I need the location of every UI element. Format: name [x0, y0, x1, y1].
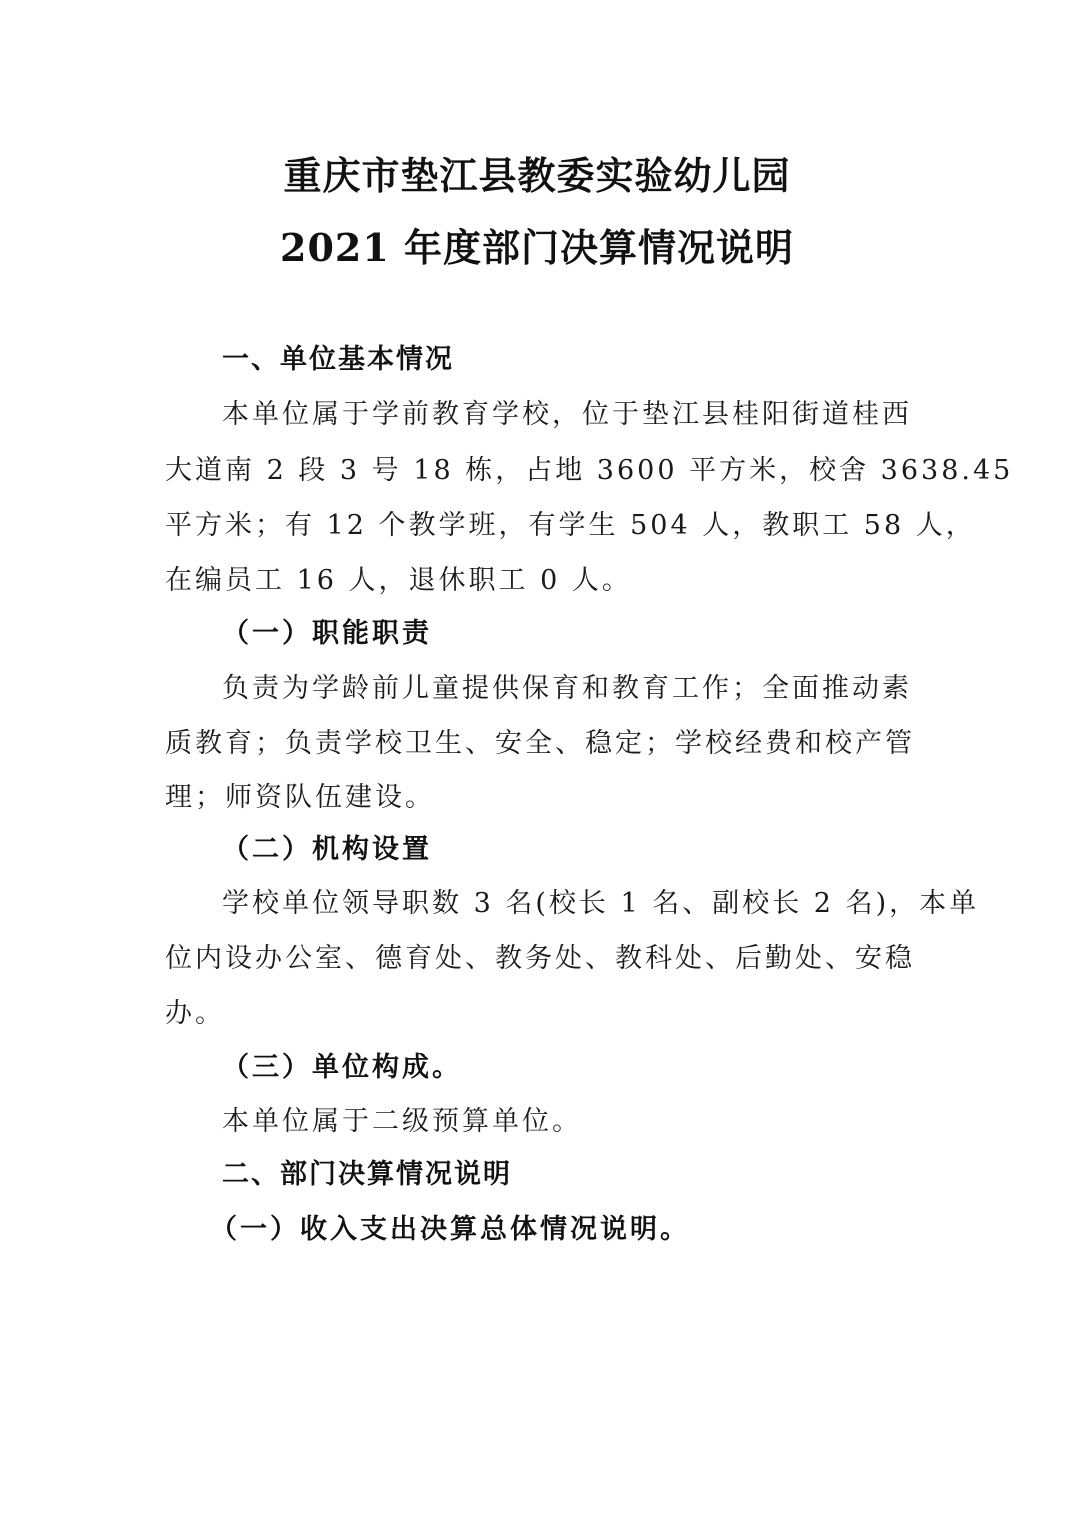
subsection-duties-heading: （一）职能职责 [222, 618, 432, 649]
subsection-income-expense-heading: （一）收入支出决算总体情况说明。 [210, 1214, 690, 1245]
subsection-structure-heading: （二）机构设置 [222, 834, 432, 865]
composition-line: 本单位属于二级预算单位。 [222, 1106, 582, 1137]
structure-line: 学校单位领导职数 3 名(校长 1 名、副校长 2 名)，本单 [222, 888, 980, 919]
section1-para-line: 大道南 2 段 3 号 18 栋，占地 3600 平方米，校舍 3638.45 [165, 455, 1014, 486]
document-title-line2: 2021 年度部门决算情况说明 [280, 225, 794, 270]
section2-heading: 二、部门决算情况说明 [222, 1159, 512, 1190]
subsection-composition-heading: （三）单位构成。 [222, 1052, 462, 1083]
duties-line: 负责为学龄前儿童提供保育和教育工作；全面推动素 [222, 673, 912, 704]
section1-para-line: 在编员工 16 人，退休职工 0 人。 [165, 565, 632, 596]
section1-para-line: 本单位属于学前教育学校，位于垫江县桂阳街道桂西 [222, 399, 912, 430]
duties-line: 质教育；负责学校卫生、安全、稳定；学校经费和校产管 [165, 728, 915, 759]
duties-line: 理；师资队伍建设。 [165, 782, 435, 813]
section1-para-line: 平方米；有 12 个教学班，有学生 504 人，教职工 58 人， [165, 510, 976, 541]
structure-line: 办。 [165, 998, 225, 1029]
section1-heading: 一、单位基本情况 [222, 344, 454, 375]
document-title-line1: 重庆市垫江县教委实验幼儿园 [283, 153, 791, 198]
structure-line: 位内设办公室、德育处、教务处、教科处、后勤处、安稳 [165, 943, 915, 974]
